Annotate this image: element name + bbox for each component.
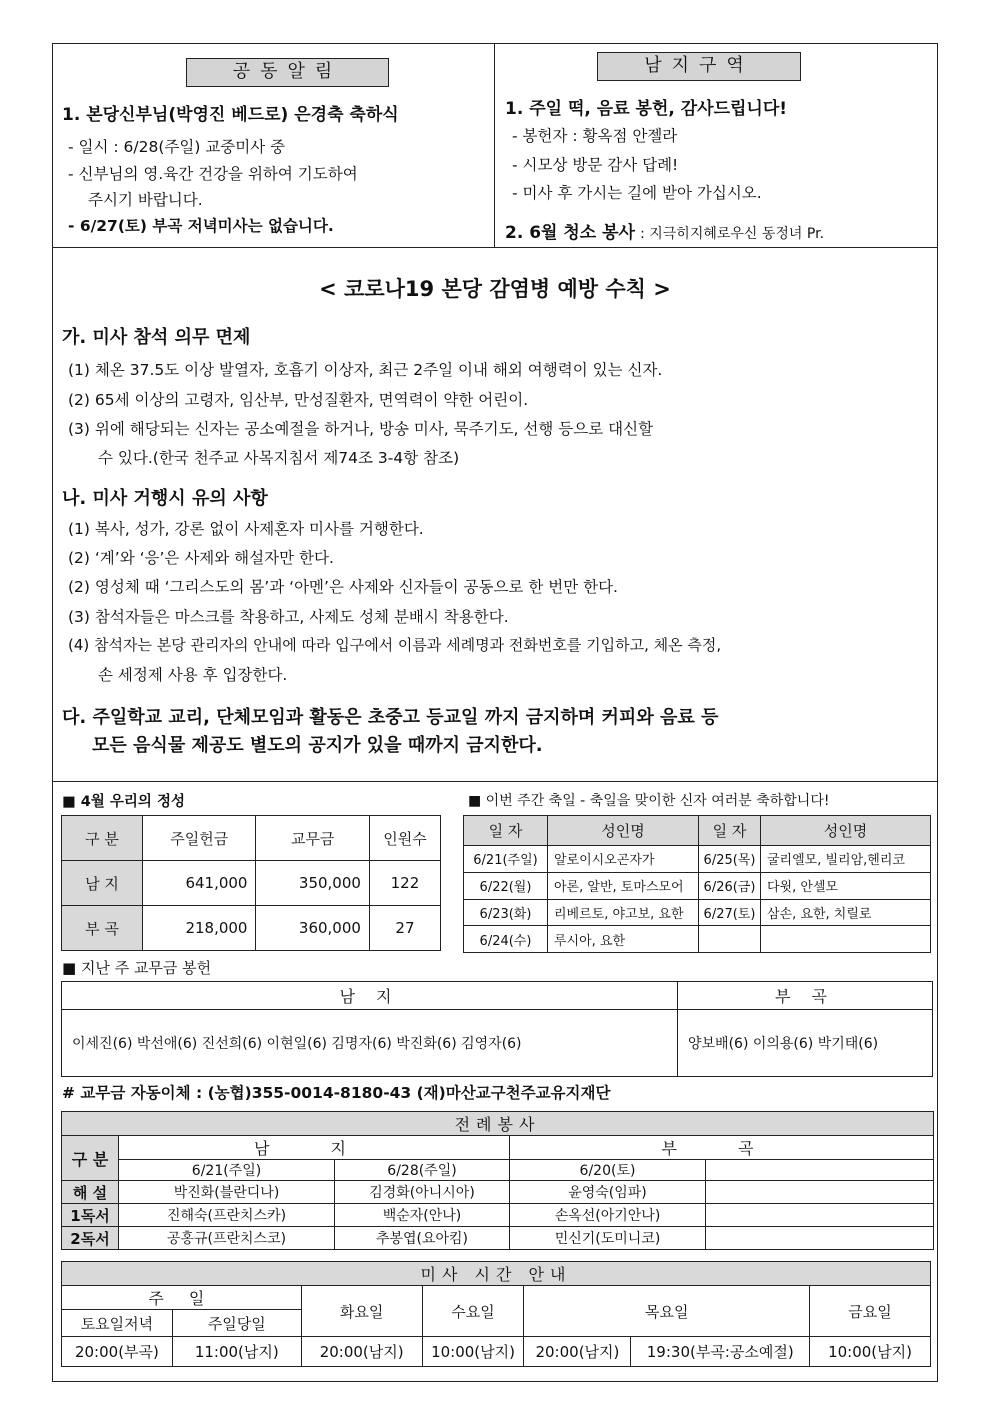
corona-item: (3) 위에 해당되는 신자는 공소예절을 하거나, 방송 미사, 묵주기도, 선행 등으로 대신할 <box>68 420 654 438</box>
feast-cell: 굴리엘모, 빌리암,헨리코 <box>761 846 931 873</box>
corona-item: 손 세정제 사용 후 입장한다. <box>98 666 288 684</box>
corona-item: (1) 복사, 성가, 강론 없이 사제혼자 미사를 거행한다. <box>68 520 424 538</box>
notice-line: - 6/27(토) 부곡 저녁미사는 없습니다. <box>68 217 334 235</box>
table-row <box>464 872 931 899</box>
table-row <box>62 861 441 906</box>
mass-sun-day: 주일당일 <box>172 1310 301 1337</box>
dues-names-namji: 이세진(6) 박선애(6) 진선희(6) 이현일(6) 김명자(6) 박진화(6) 김영자(6) <box>62 1010 678 1077</box>
liturgy-date: 6/21(주일) <box>119 1160 335 1181</box>
cleaning-detail: : 지극히지혜로우신 동정녀 Pr. <box>640 226 825 242</box>
notice-line: 주시기 바랍니다. <box>88 191 203 209</box>
offering-row-label: 남 지 <box>62 861 143 906</box>
offering-header: 주일헌금 <box>143 816 256 861</box>
mass-time: 20:00(남지) <box>524 1337 631 1367</box>
feast-cell: 리베르토, 야고보, 요한 <box>548 899 699 926</box>
table-row <box>464 899 931 926</box>
liturgy-cell: 진해숙(프란치스카) <box>119 1204 335 1227</box>
offering-row-label: 부 곡 <box>62 906 143 951</box>
mass-time: 20:00(남지) <box>301 1337 422 1367</box>
dues-names-bugok: 양보배(6) 이의용(6) 박기태(6) <box>678 1010 933 1077</box>
namji-heading-2 <box>505 218 824 243</box>
offering-header: 인원수 <box>369 816 440 861</box>
liturgy-cell: 민신기(도미니코) <box>510 1227 706 1250</box>
table-row <box>62 1227 934 1250</box>
corona-item: (4) 참석자는 본당 관리자의 안내에 따라 입구에서 이름과 세례명과 전화번호를 기입하고, 체온 측정, <box>68 636 722 654</box>
feast-title: ■ 이번 주간 축일 - 축일을 맞이한 신자 여러분 축하합니다! <box>468 793 830 809</box>
feast-cell: 6/24(수) <box>464 926 548 953</box>
corona-section-c-cont: 모든 음식물 제공도 별도의 공지가 있을 때까지 금지한다. <box>92 735 543 756</box>
feast-cell <box>761 926 931 953</box>
mass-thu: 목요일 <box>524 1286 810 1337</box>
liturgy-date: 6/20(토) <box>510 1160 706 1181</box>
corona-item: (3) 참석자들은 마스크를 착용하고, 사제도 성체 분배시 착용한다. <box>68 608 509 626</box>
mass-tue: 화요일 <box>301 1286 422 1337</box>
notice-line: - 신부님의 영.육간 건강을 위하여 기도하여 <box>68 165 358 183</box>
liturgy-date <box>706 1160 934 1181</box>
liturgy-cell: 공홍규(프란치스코) <box>119 1227 335 1250</box>
dues-header-bugok: 부 곡 <box>678 982 933 1010</box>
liturgy-date: 6/28(주일) <box>335 1160 510 1181</box>
mass-time: 10:00(남지) <box>810 1337 931 1367</box>
table-row <box>62 1204 934 1227</box>
liturgy-cell <box>706 1181 934 1204</box>
mass-sunday: 주 일 <box>62 1286 302 1310</box>
offering-cell: 360,000 <box>256 906 369 951</box>
liturgy-cell: 박진화(블란디나) <box>119 1181 335 1204</box>
corona-item: (2) 영성체 때 ‘그리스도의 몸’과 ‘아멘’은 사제와 신자들이 공동으로 한 번만 한다. <box>68 578 618 596</box>
offering-header: 교무금 <box>256 816 369 861</box>
liturgy-cell: 백순자(안나) <box>335 1204 510 1227</box>
feast-cell <box>699 926 761 953</box>
namji-title: 남지구역 <box>597 52 801 81</box>
mass-title: 미사 시간 안내 <box>62 1262 931 1286</box>
liturgy-cell <box>706 1204 934 1227</box>
feast-header: 일 자 <box>699 816 761 846</box>
offering-header: 구 분 <box>62 816 143 861</box>
table-row <box>464 846 931 873</box>
dues-header-namji: 남 지 <box>62 982 678 1010</box>
corona-item: 수 있다.(한국 천주교 사목지침서 제74조 3-4항 참조) <box>98 449 460 467</box>
feast-cell: 다윗, 안셀모 <box>761 872 931 899</box>
feast-cell: 6/22(월) <box>464 872 548 899</box>
feast-header: 일 자 <box>464 816 548 846</box>
corona-title: < 코로나19 본당 감염병 예방 수칙 > <box>319 277 671 301</box>
namji-line: - 봉헌자 : 황옥점 안젤라 <box>512 127 678 145</box>
corona-item: (2) ‘계’와 ‘응’은 사제와 해설자만 한다. <box>68 549 334 567</box>
namji-heading-1: 1. 주일 떡, 음료 봉헌, 감사드립니다! <box>505 99 788 119</box>
feast-cell: 6/25(목) <box>699 846 761 873</box>
feast-cell: 삼손, 요한, 치릴로 <box>761 899 931 926</box>
notice-title: 공동알림 <box>186 58 389 87</box>
liturgy-title: 전례봉사 <box>62 1112 934 1136</box>
mass-table <box>61 1261 931 1367</box>
liturgy-gubun: 구 분 <box>62 1136 119 1181</box>
mass-time: 11:00(남지) <box>172 1337 301 1367</box>
corona-section-b: 나. 미사 거행시 유의 사항 <box>62 488 268 509</box>
corona-item: (2) 65세 이상의 고령자, 임산부, 만성질환자, 면역력이 약한 어린이. <box>68 391 529 409</box>
feast-cell: 6/21(주일) <box>464 846 548 873</box>
liturgy-cell: 추봉엽(요아킴) <box>335 1227 510 1250</box>
liturgy-table <box>61 1111 934 1250</box>
liturgy-cell: 손옥선(아기안나) <box>510 1204 706 1227</box>
feast-cell: 아론, 알반, 토마스모어 <box>548 872 699 899</box>
table-row <box>62 1337 931 1367</box>
mass-fri: 금요일 <box>810 1286 931 1337</box>
liturgy-bugok: 부 곡 <box>510 1136 934 1160</box>
mass-time: 19:30(부곡:공소예절) <box>631 1337 810 1367</box>
feast-cell: 루시아, 요한 <box>548 926 699 953</box>
feast-table <box>463 815 931 953</box>
table-row <box>464 926 931 953</box>
divider-notice <box>494 43 495 248</box>
table-row <box>62 1181 934 1204</box>
offering-title: ■ 4월 우리의 정성 <box>62 794 185 810</box>
liturgy-cell: 윤영숙(임파) <box>510 1181 706 1204</box>
mass-time: 10:00(남지) <box>422 1337 524 1367</box>
feast-cell: 6/23(화) <box>464 899 548 926</box>
liturgy-role: 해 설 <box>62 1181 119 1204</box>
feast-cell: 알로이시오곤자가 <box>548 846 699 873</box>
mass-sat-eve: 토요일저녁 <box>62 1310 173 1337</box>
liturgy-cell: 김경화(아니시아) <box>335 1181 510 1204</box>
namji-line: - 시모상 방문 감사 답례! <box>512 156 679 174</box>
corona-item: (1) 체온 37.5도 이상 발열자, 호흡기 이상자, 최근 2주일 이내 해외 여행력이 있는 신자. <box>68 361 663 379</box>
corona-section-a: 가. 미사 참석 의무 면제 <box>62 327 251 348</box>
table-row <box>62 906 441 951</box>
namji-line: - 미사 후 가시는 길에 받아 가십시오. <box>512 184 762 202</box>
dues-title: ■ 지난 주 교무금 봉헌 <box>62 959 212 977</box>
account-info: # 교무금 자동이체 : (농협)355-0014-8180-43 (재)마산교구천주교유지재단 <box>62 1084 611 1102</box>
liturgy-role: 2독서 <box>62 1227 119 1250</box>
mass-time: 20:00(부곡) <box>62 1337 173 1367</box>
offering-cell: 27 <box>369 906 440 951</box>
notice-line: - 일시 : 6/28(주일) 교중미사 중 <box>68 138 286 156</box>
divider-top <box>52 247 938 248</box>
corona-section-c: 다. 주일학교 교리, 단체모임과 활동은 초중고 등교일 까지 금지하며 커피와 음료 등 <box>62 707 719 728</box>
notice-heading: 1. 본당신부님(박영진 베드로) 은경축 축하식 <box>62 105 399 125</box>
offering-cell: 122 <box>369 861 440 906</box>
feast-cell: 6/27(토) <box>699 899 761 926</box>
offering-cell: 218,000 <box>143 906 256 951</box>
offering-table <box>61 815 441 951</box>
feast-header: 성인명 <box>761 816 931 846</box>
mass-wed: 수요일 <box>422 1286 524 1337</box>
feast-cell: 6/26(금) <box>699 872 761 899</box>
divider-corona <box>52 781 938 782</box>
liturgy-cell <box>706 1227 934 1250</box>
liturgy-role: 1독서 <box>62 1204 119 1227</box>
table-row <box>62 1010 933 1077</box>
offering-cell: 641,000 <box>143 861 256 906</box>
dues-table <box>61 981 933 1077</box>
offering-cell: 350,000 <box>256 861 369 906</box>
cleaning-label: 2. 6월 청소 봉사 <box>505 223 635 243</box>
feast-header: 성인명 <box>548 816 699 846</box>
liturgy-namji: 남 지 <box>119 1136 510 1160</box>
